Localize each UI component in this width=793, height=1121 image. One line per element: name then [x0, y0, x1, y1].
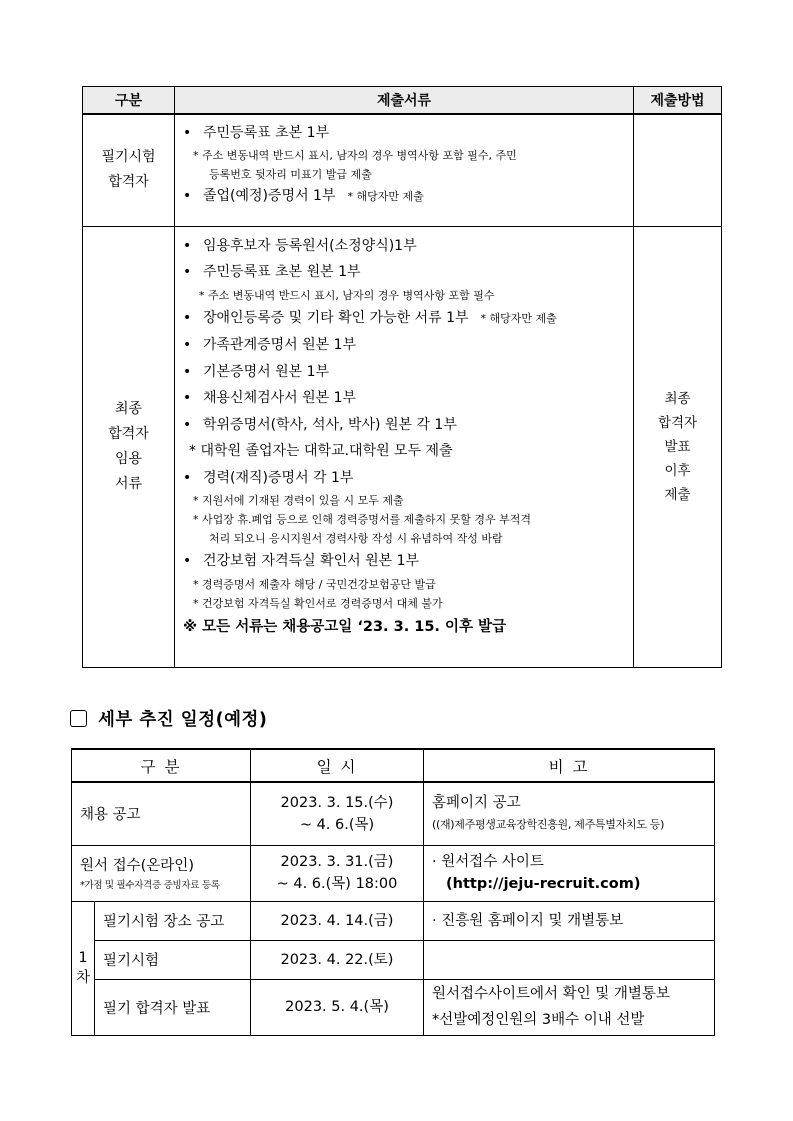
bullet: •: [183, 337, 192, 353]
bullet: •: [183, 264, 192, 280]
remark-line: 원서접수사이트에서 확인 및 개별통보: [432, 986, 670, 1002]
method-line: 이후: [664, 462, 691, 479]
header-datetime: 일 시: [251, 749, 424, 782]
row-posting: [72, 782, 715, 845]
remark-line: ((재)제주평생교육장학진흥원, 제주특별자치도 등): [432, 817, 665, 831]
note: * 주소 변동내역 반드시 표시, 남자의 경우 병역사항 포함 필수, 주민: [193, 149, 517, 162]
bullet: •: [183, 416, 192, 433]
date-result: 2023. 5. 4.(목): [251, 979, 424, 1035]
item-text: 주민등록표 초본 1부: [203, 125, 329, 141]
category-line: 서류: [114, 475, 143, 492]
item-note: * 해당자만 제출: [347, 190, 424, 203]
bullet: •: [183, 553, 192, 569]
row-venue: [72, 901, 715, 940]
header-category: 구분: [83, 87, 175, 115]
section-heading: [70, 706, 267, 731]
row-written-exam-passers: [83, 114, 722, 226]
bullet: •: [183, 125, 192, 141]
method-written: [634, 114, 722, 226]
note-continued: 처리 되오니 응시지원서 경력사항 작성 시 유념하여 작성 바람: [209, 532, 503, 545]
remark-apply: [424, 845, 715, 901]
date-exam: 2023. 4. 22.(토): [251, 940, 424, 979]
item-text: 기본증명서 원본 1부: [203, 363, 329, 380]
item-text: 가족관계증명서 원본 1부: [203, 337, 357, 353]
item-text: 채용신체검사서 원본 1부: [203, 390, 357, 406]
header-remarks: 비 고: [424, 749, 715, 782]
note: * 주소 변동내역 반드시 표시, 남자의 경우 병역사항 포함 필수: [199, 288, 495, 302]
label-apply: [72, 845, 251, 901]
list-item: [183, 548, 627, 575]
list-item: [183, 359, 627, 386]
list-item: [183, 259, 627, 286]
documents-table: [82, 86, 722, 668]
row-final-passers: [83, 226, 722, 667]
item-text: 주민등록표 초본 원본 1부: [203, 264, 361, 280]
date-line: ~ 4. 6.(목): [299, 816, 375, 833]
category-line: 임용: [114, 450, 143, 467]
category-line: 합격자: [108, 174, 149, 191]
round-line: 차: [75, 970, 90, 986]
label-exam: 필기시험: [95, 940, 251, 979]
method-final: [634, 226, 722, 667]
documents-header-row: [83, 87, 722, 115]
label-subnote: *가점 및 필수자격증 증빙자료 등록: [80, 880, 220, 891]
category-written-exam-passers: [83, 114, 175, 226]
item-note: * 해당자만 제출: [480, 311, 557, 325]
date-apply: [251, 845, 424, 901]
method-line: 제출: [664, 486, 691, 503]
note: * 지원서에 기재된 경력이 있을 시 모두 제출: [193, 494, 404, 507]
date-line: 2023. 3. 15.(수): [280, 794, 394, 811]
round-label: [72, 901, 95, 1035]
date-venue: 2023. 4. 14.(금): [251, 901, 424, 940]
remark-line: 홈페이지 공고: [432, 794, 521, 811]
method-line: 합격자: [657, 414, 698, 431]
round-line: 1: [78, 950, 88, 966]
note: * 건강보험 자격득실 확인서로 경력증명서 대체 불가: [193, 596, 443, 610]
bullet: •: [183, 390, 192, 406]
category-line: 합격자: [108, 425, 149, 442]
note: * 사업장 휴.폐업 등으로 인해 경력증명서를 제출하지 못할 경우 부적격: [193, 513, 531, 526]
list-item: [183, 332, 627, 359]
remark-line: *선발예정인원의 3배수 이내 선발: [432, 1012, 645, 1028]
item-text: 장애인등록증 및 기타 확인 가능한 서류 1부: [203, 309, 469, 326]
schedule-header-row: [72, 749, 715, 782]
header-category: 구 분: [72, 749, 251, 782]
list-item: [183, 233, 627, 260]
section-title: 세부 추진 일정(예정): [98, 710, 268, 730]
remark-line: · 원서접수 사이트: [432, 854, 544, 870]
documents-list-written: [175, 114, 634, 226]
documents-list-final: [175, 226, 634, 667]
item-text: 졸업(예정)증명서 1부: [203, 188, 336, 204]
remark-posting: [424, 782, 715, 845]
list-item: [183, 385, 627, 412]
label-posting: 채용 공고: [72, 782, 251, 845]
item-text: 경력(재직)증명서 각 1부: [203, 469, 354, 486]
list-item: [183, 305, 627, 333]
list-item: [183, 184, 627, 209]
site-url: (http://jeju-recruit.com): [446, 876, 641, 892]
remark-venue: · 진흥원 홈페이지 및 개별통보: [424, 901, 715, 940]
row-exam: [72, 940, 715, 979]
row-result: [72, 979, 715, 1035]
list-item: [183, 412, 627, 439]
header-method: 제출방법: [634, 87, 722, 115]
bullet: •: [183, 469, 192, 486]
final-notice: ※ 모든 서류는 채용공고일 ‘23. 3. 15. 이후 발급: [183, 618, 507, 635]
label-venue: 필기시험 장소 공고: [95, 901, 251, 940]
header-documents: 제출서류: [175, 87, 634, 115]
label-result: 필기 합격자 발표: [95, 979, 251, 1035]
date-posting: [251, 782, 424, 845]
bullet: •: [183, 188, 192, 204]
category-line: 필기시험: [101, 149, 156, 166]
remark-result: [424, 979, 715, 1035]
note-continued: 등록번호 뒷자리 미표기 발급 제출: [209, 168, 372, 181]
item-text: 건강보험 자격득실 확인서 원본 1부: [203, 553, 420, 569]
category-final-passers: [83, 226, 175, 667]
remark-exam: [424, 940, 715, 979]
note-large: * 대학원 졸업자는 대학교.대학원 모두 제출: [189, 443, 453, 459]
list-item: [183, 465, 627, 492]
method-line: 발표: [664, 438, 691, 455]
checkbox-square-icon: [70, 710, 87, 727]
item-text: 임용후보자 등록원서(소정양식)1부: [203, 237, 417, 254]
row-apply: [72, 845, 715, 901]
bullet: •: [183, 237, 192, 254]
list-item: [183, 121, 627, 146]
label-line: 원서 접수(온라인): [80, 858, 194, 874]
note: * 경력증명서 제출자 해당 / 국민건강보험공단 발급: [193, 577, 436, 591]
bullet: •: [183, 363, 192, 380]
schedule-table: [71, 748, 715, 1036]
date-line: ~ 4. 6.(목) 18:00: [276, 876, 398, 892]
method-line: 최종: [664, 390, 691, 407]
category-line: 최종: [114, 400, 143, 417]
bullet: •: [183, 309, 192, 326]
date-line: 2023. 3. 31.(금): [280, 854, 394, 870]
item-text: 학위증명서(학사, 석사, 박사) 원본 각 1부: [203, 416, 457, 433]
